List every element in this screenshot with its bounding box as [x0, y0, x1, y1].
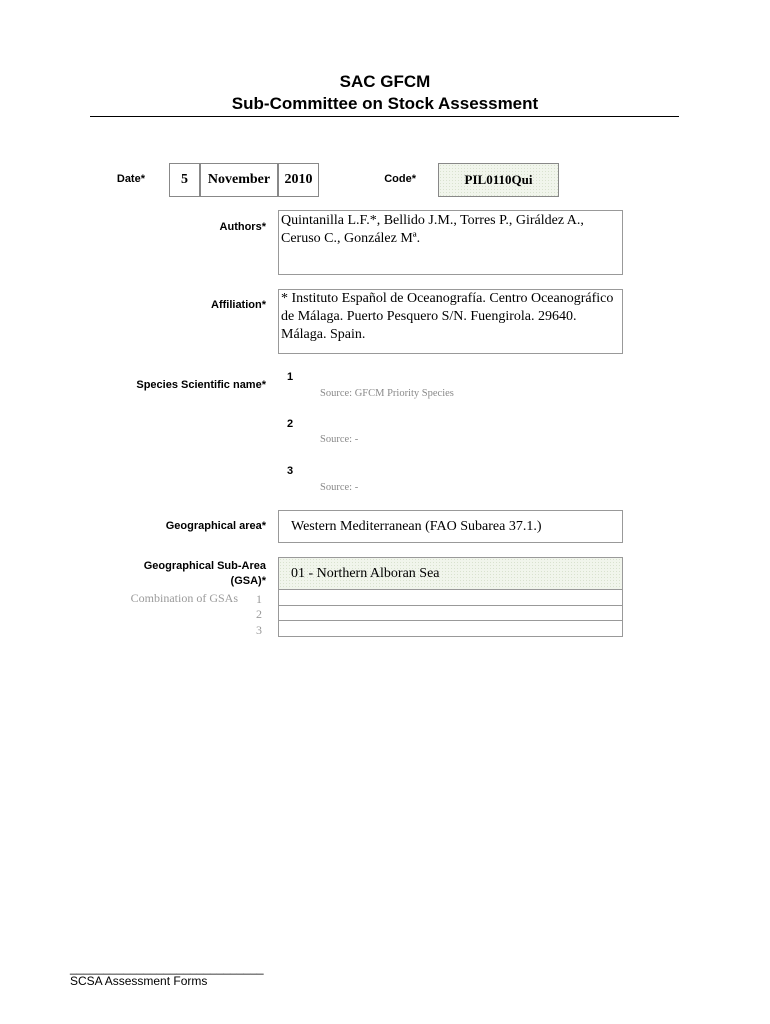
species-1-number: 1 [287, 371, 294, 383]
affiliation-label: Affiliation* [211, 299, 266, 311]
gsa-combination-row-2-number: 2 [256, 607, 262, 621]
gsa-combination-field-2[interactable] [278, 605, 623, 621]
gsa-combination-row-3-number: 3 [256, 623, 262, 637]
authors-value: Quintanilla L.F.*, Bellido J.M., Torres P., Giráldez A., Ceruso C., González Mª. [281, 213, 584, 246]
date-day-value: 5 [181, 172, 188, 187]
date-month-value: November [207, 172, 271, 187]
geo-area-value: Western Mediterranean (FAO Subarea 37.1.) [291, 519, 542, 534]
authors-label: Authors* [219, 221, 266, 233]
species-2-source: Source: - [320, 434, 359, 445]
header-rule [90, 116, 679, 117]
footer-rule: _____________________________ [70, 961, 264, 975]
geo-area-label: Geographical area* [165, 520, 266, 532]
date-day-field[interactable] [169, 163, 200, 197]
gsa-combination-label: Combination of GSAs [130, 591, 238, 605]
gsa-value: 01 - Northern Alboran Sea [291, 566, 440, 581]
affiliation-field[interactable] [278, 289, 623, 354]
species-3-number: 3 [287, 465, 294, 477]
gsa-combination-field-3[interactable] [278, 620, 623, 637]
species-2-number: 2 [287, 418, 294, 430]
affiliation-value: * Instituto Español de Oceanografía. Centro Oceanográfico de Málaga. Puerto Pesquero S/N. Fuengirola. 29640. Málaga. Spain. [281, 291, 614, 342]
species-3-source: Source: - [320, 482, 359, 493]
authors-field[interactable] [278, 210, 623, 275]
date-label: Date* [116, 173, 145, 185]
code-label: Code* [384, 173, 416, 185]
header-subtitle: Sub-Committee on Stock Assessment [231, 94, 539, 113]
gsa-combination-field-1[interactable] [278, 590, 623, 606]
code-value: PIL0110Qui [464, 172, 533, 187]
header-title: SAC GFCM [339, 72, 431, 91]
date-month-field[interactable] [200, 163, 278, 197]
date-year-value: 2010 [284, 172, 313, 187]
species-1-source: Source: GFCM Priority Species [320, 388, 454, 399]
gsa-field[interactable] [278, 557, 623, 590]
gsa-label-line1: Geographical Sub-Area [143, 560, 266, 572]
date-year-field[interactable] [278, 163, 319, 197]
footer-text: SCSA Assessment Forms [70, 974, 208, 988]
gsa-label-line2: (GSA)* [230, 575, 266, 587]
code-field[interactable] [438, 163, 559, 197]
geo-area-field[interactable] [278, 510, 623, 543]
gsa-combination-row-1-number: 1 [256, 592, 262, 606]
species-label: Species Scientific name* [136, 379, 266, 391]
